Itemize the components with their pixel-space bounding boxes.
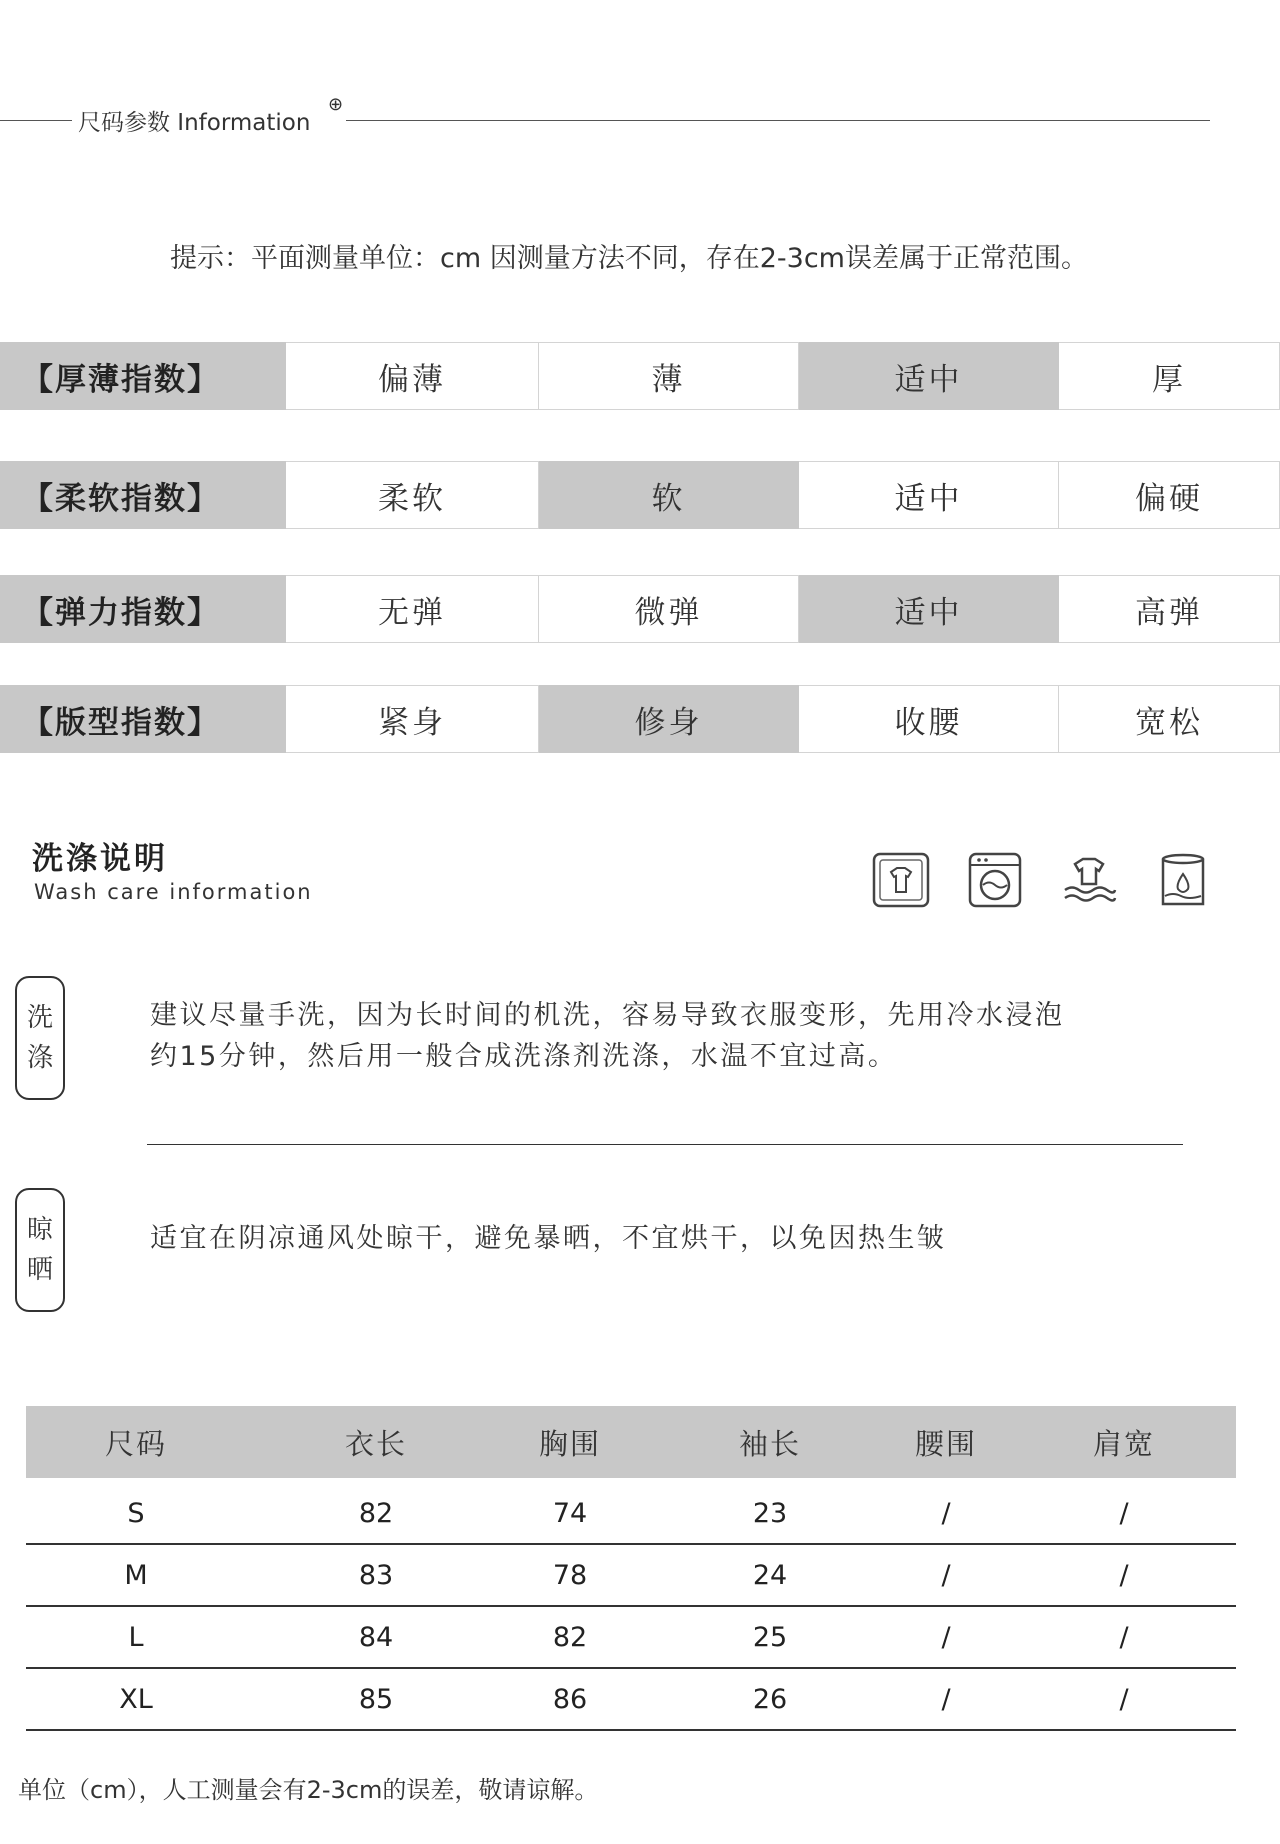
cell-chest: 78 [552,1559,588,1591]
size-table-header [26,1406,1236,1478]
header-line-left [0,120,72,121]
cell-length: 83 [358,1559,394,1591]
cell-size: L [128,1621,144,1653]
table-row [26,1545,1236,1607]
index-option: 柔软 [286,461,539,529]
cell-shoulder: / [1119,1497,1129,1529]
water-wash-icon [1059,850,1119,910]
cell-length: 82 [358,1497,394,1529]
cell-chest: 74 [552,1497,588,1529]
dry-tag [15,1188,65,1312]
index-option: 厚 [1059,342,1280,410]
header-sleeve: 袖长 [738,1426,801,1461]
index-option: 适中 [799,461,1059,529]
cell-sleeve: 24 [752,1559,788,1591]
index-option: 宽松 [1059,685,1280,753]
cell-size: M [124,1559,148,1591]
index-label: 【版型指数】 [0,685,286,753]
header-waist: 腰围 [914,1426,977,1461]
wash-text-line: 建议尽量手洗，因为长时间的机洗，容易导致衣服变形，先用冷水浸泡 [150,1000,1065,1031]
index-label: 【厚薄指数】 [0,342,286,410]
section-title: 尺码参数 Information [78,110,311,136]
cell-length: 85 [358,1683,394,1715]
index-option-selected: 修身 [539,685,799,753]
cell-size: S [127,1497,145,1529]
index-option: 收腰 [799,685,1059,753]
cell-shoulder: / [1119,1621,1129,1653]
cell-waist: / [941,1559,951,1591]
cell-waist: / [941,1683,951,1715]
cell-shoulder: / [1119,1559,1129,1591]
dry-tag-char: 晒 [26,1255,53,1285]
index-label: 【柔软指数】 [0,461,286,529]
cell-shoulder: / [1119,1683,1129,1715]
wash-text [150,995,1065,1077]
index-option-selected: 适中 [799,575,1059,643]
index-option-selected: 软 [539,461,799,529]
wash-tag [15,976,65,1100]
dry-tag-char: 晾 [26,1215,53,1245]
header-line-right [346,120,1210,121]
cell-sleeve: 25 [752,1621,788,1653]
wash-subtitle: Wash care information [34,880,313,904]
wash-tag-char: 洗 [26,1003,53,1033]
header-shoulder: 肩宽 [1092,1426,1155,1461]
index-option: 无弹 [286,575,539,643]
cell-chest: 86 [552,1683,588,1715]
header-length: 衣长 [344,1426,407,1461]
cell-size: XL [119,1683,153,1715]
hand-wash-icon [871,850,931,910]
bucket-drop-icon [1153,850,1213,910]
dry-text [150,1218,947,1259]
index-option: 薄 [539,342,799,410]
footnote: 单位（cm），人工测量会有2-3cm的误差，敬请谅解。 [18,1776,599,1804]
table-row [26,1483,1236,1545]
cell-chest: 82 [552,1621,588,1653]
index-option: 微弹 [539,575,799,643]
dry-text-line: 适宜在阴凉通风处晾干，避免暴晒，不宜烘干，以免因热生皱 [150,1223,947,1254]
index-option-selected: 适中 [799,342,1059,410]
section-divider [147,1144,1183,1145]
index-label: 【弹力指数】 [0,575,286,643]
cell-sleeve: 26 [752,1683,788,1715]
index-option: 偏薄 [286,342,539,410]
cell-waist: / [941,1621,951,1653]
plus-circle-icon: ⊕ [328,94,344,115]
index-option: 高弹 [1059,575,1280,643]
cell-length: 84 [358,1621,394,1653]
table-row [26,1669,1236,1731]
wash-tag-char: 涤 [26,1043,53,1073]
cell-waist: / [941,1497,951,1529]
index-row-elasticity [0,575,1280,643]
index-row-softness [0,461,1280,529]
table-row [26,1607,1236,1669]
index-row-thickness [0,342,1280,410]
machine-wash-icon [965,850,1025,910]
header-size: 尺码 [104,1426,167,1461]
measurement-tip: 提示：平面测量单位：cm 因测量方法不同，存在2-3cm误差属于正常范围。 [170,243,1088,274]
index-option: 紧身 [286,685,539,753]
index-row-fit [0,685,1280,753]
cell-sleeve: 23 [752,1497,788,1529]
header-chest: 胸围 [538,1426,601,1461]
index-option: 偏硬 [1059,461,1280,529]
wash-title: 洗涤说明 [32,841,168,877]
wash-text-line: 约15分钟，然后用一般合成洗涤剂洗涤，水温不宜过高。 [150,1041,898,1072]
